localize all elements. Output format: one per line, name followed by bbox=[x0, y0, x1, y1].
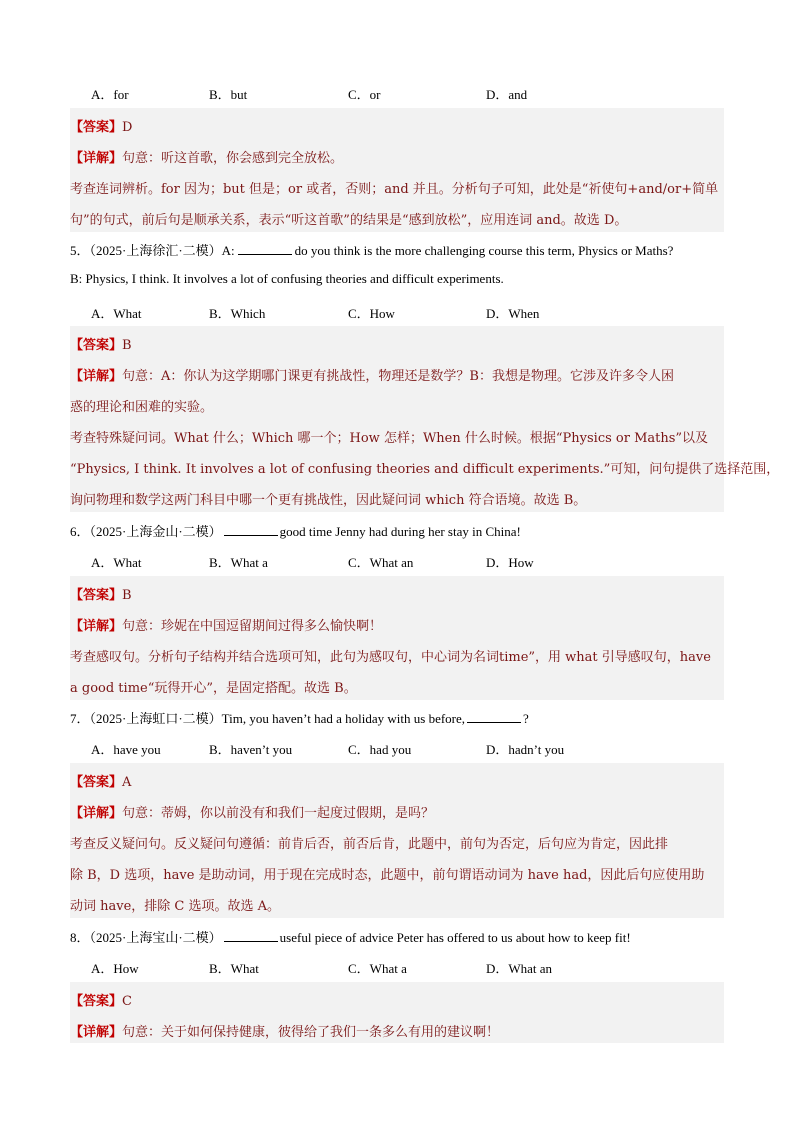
detail-tag: 【详解】 bbox=[70, 151, 123, 166]
detail-tag: 【详解】 bbox=[70, 369, 123, 384]
q5-option-a: A．What bbox=[91, 306, 142, 321]
q8-option-c: C．What a bbox=[348, 961, 407, 976]
q5-detail-meaning-2: 惑的理论和困难的实验。 bbox=[70, 400, 214, 415]
answer-tag: 【答案】 bbox=[70, 588, 123, 603]
detail-tag: 【详解】 bbox=[70, 1025, 123, 1040]
answer-tag: 【答案】 bbox=[70, 120, 123, 135]
q6-stem-suffix: good time Jenny had during her stay in China! bbox=[279, 524, 521, 539]
q6-option-b: B．What a bbox=[209, 555, 268, 570]
q4-analysis-line-2: 句”的句式，前后句是顺承关系，表示“听这首歌”的结果是“感到放松”，应用连词 and。故选 D。 bbox=[70, 213, 628, 228]
q4-option-a: A．for bbox=[91, 87, 129, 102]
q5-answer-line bbox=[70, 334, 724, 353]
answer-tag: 【答案】 bbox=[70, 775, 123, 790]
q5-stem bbox=[70, 240, 724, 259]
q8-option-b: B．What bbox=[209, 961, 259, 976]
q6-answer: B bbox=[122, 588, 132, 603]
q5-option-c: C．How bbox=[348, 306, 395, 321]
q5-answer: B bbox=[122, 338, 132, 353]
answer-tag: 【答案】 bbox=[70, 994, 123, 1009]
q8-stem bbox=[70, 927, 724, 946]
q6-option-a: A．What bbox=[91, 555, 142, 570]
q8-explanation bbox=[70, 982, 724, 1043]
q7-option-a: A．have you bbox=[91, 742, 161, 757]
q5-stem-prefix: 5．（2025·上海徐汇·二模）A: bbox=[70, 243, 235, 258]
q5-detail-meaning-1 bbox=[70, 365, 724, 384]
q6-blank bbox=[224, 525, 278, 536]
q8-option-a: A．How bbox=[91, 961, 139, 976]
answer-tag: 【答案】 bbox=[70, 338, 123, 353]
q8-options bbox=[70, 958, 724, 978]
detail-tag: 【详解】 bbox=[70, 619, 123, 634]
q7-stem-prefix: 7．（2025·上海虹口·二模）Tim, you haven’t had a holiday with us before, bbox=[70, 711, 466, 726]
q6-answer-line bbox=[70, 584, 724, 603]
q5-options bbox=[70, 303, 724, 323]
q8-blank bbox=[224, 931, 278, 942]
detail-tag: 【详解】 bbox=[70, 806, 123, 821]
q7-stem bbox=[70, 708, 724, 727]
q4-options bbox=[70, 84, 724, 104]
q4-analysis-line-1: 考查连词辨析。for 因为；but 但是；or 或者，否则；and 并且。分析句子可知，此处是“祈使句+and/or+简单 bbox=[70, 182, 719, 197]
q5-option-b: B．Which bbox=[209, 306, 266, 321]
q7-options bbox=[70, 739, 724, 759]
q8-stem-suffix: useful piece of advice Peter has offered to us about how to keep fit! bbox=[279, 930, 631, 945]
q4-detail-meaning bbox=[70, 147, 724, 166]
q6-detail-meaning bbox=[70, 615, 724, 634]
q6-analysis-line-2: a good time“玩得开心”，是固定搭配。故选 B。 bbox=[70, 681, 357, 696]
q6-option-c: C．What an bbox=[348, 555, 414, 570]
q7-option-c: C．had you bbox=[348, 742, 412, 757]
q4-answer: D bbox=[122, 120, 133, 135]
q4-option-d: D．and bbox=[486, 87, 528, 102]
q6-option-d: D．How bbox=[486, 555, 534, 570]
q7-analysis-line-2: 除 B，D 选项，have 是助动词，用于现在完成时态，此题中，前句谓语动词为 have had，因此后句应使用助 bbox=[70, 868, 705, 883]
q6-options bbox=[70, 552, 724, 572]
q5-analysis-line-2: “Physics, I think. It involves a lot of confusing theories and difficult experiments.”可知，问句提供了选择范围， bbox=[70, 462, 780, 477]
q8-option-d: D．What an bbox=[486, 961, 553, 976]
q8-answer: C bbox=[122, 994, 132, 1009]
q8-detail-meaning bbox=[70, 1021, 724, 1040]
q6-explanation bbox=[70, 576, 724, 700]
q7-stem-suffix: ? bbox=[523, 711, 529, 726]
q7-option-b: B．haven’t you bbox=[209, 742, 293, 757]
q4-meaning-text: 句意：听这首歌，你会感到完全放松。 bbox=[122, 151, 344, 166]
q7-detail-meaning bbox=[70, 802, 724, 821]
q4-option-b: B．but bbox=[209, 87, 248, 102]
q8-stem-prefix: 8．（2025·上海宝山·二模） bbox=[70, 930, 222, 945]
q4-option-c: C．or bbox=[348, 87, 381, 102]
q7-analysis-line-1: 考查反义疑问句。反义疑问句遵循：前肯后否，前否后肯，此题中，前句为否定，后句应为肯定，因此排 bbox=[70, 837, 669, 852]
q4-answer-line bbox=[70, 116, 724, 135]
q7-answer: A bbox=[122, 775, 132, 790]
q7-option-d: D．hadn’t you bbox=[486, 742, 565, 757]
q5-blank bbox=[238, 244, 292, 255]
q8-answer-line bbox=[70, 990, 724, 1009]
q7-blank bbox=[467, 712, 521, 723]
q7-answer-line bbox=[70, 771, 724, 790]
q7-explanation bbox=[70, 763, 724, 918]
q5-analysis-line-1: 考查特殊疑问词。What 什么；Which 哪一个；How 怎样；When 什么时候。根据“Physics or Maths”以及 bbox=[70, 431, 709, 446]
q5-stem-suffix: do you think is the more challenging course this term, Physics or Maths? bbox=[294, 243, 674, 258]
q5-option-d: D．When bbox=[486, 306, 540, 321]
q5-analysis-line-3: 询问物理和数学这两门科目中哪一个更有挑战性，因此疑问词 which 符合语境。故选 B。 bbox=[70, 493, 587, 508]
q5-meaning-text-1: 句意：A：你认为这学期哪门课更有挑战性，物理还是数学？B：我想是物理。它涉及许多令人困 bbox=[122, 369, 674, 384]
q5-explanation bbox=[70, 326, 780, 512]
q6-meaning-text: 句意：珍妮在中国逗留期间过得多么愉快啊！ bbox=[122, 619, 383, 634]
q5-stem-line-2: B: Physics, I think. It involves a lot of confusing theories and difficult experiments. bbox=[70, 271, 504, 286]
q4-explanation bbox=[70, 108, 724, 232]
q6-stem-prefix: 6．（2025·上海金山·二模） bbox=[70, 524, 222, 539]
q7-analysis-line-3: 动词 have，排除 C 选项。故选 A。 bbox=[70, 899, 281, 914]
q6-analysis-line-1: 考查感叹句。分析句子结构并结合选项可知，此句为感叹句，中心词为名词time”，用 what 引导感叹句，have bbox=[70, 650, 711, 665]
q8-meaning-text: 句意：关于如何保持健康，彼得给了我们一条多么有用的建议啊！ bbox=[122, 1025, 500, 1040]
q7-meaning-text: 句意：蒂姆，你以前没有和我们一起度过假期，是吗？ bbox=[122, 806, 435, 821]
q6-stem bbox=[70, 521, 724, 540]
